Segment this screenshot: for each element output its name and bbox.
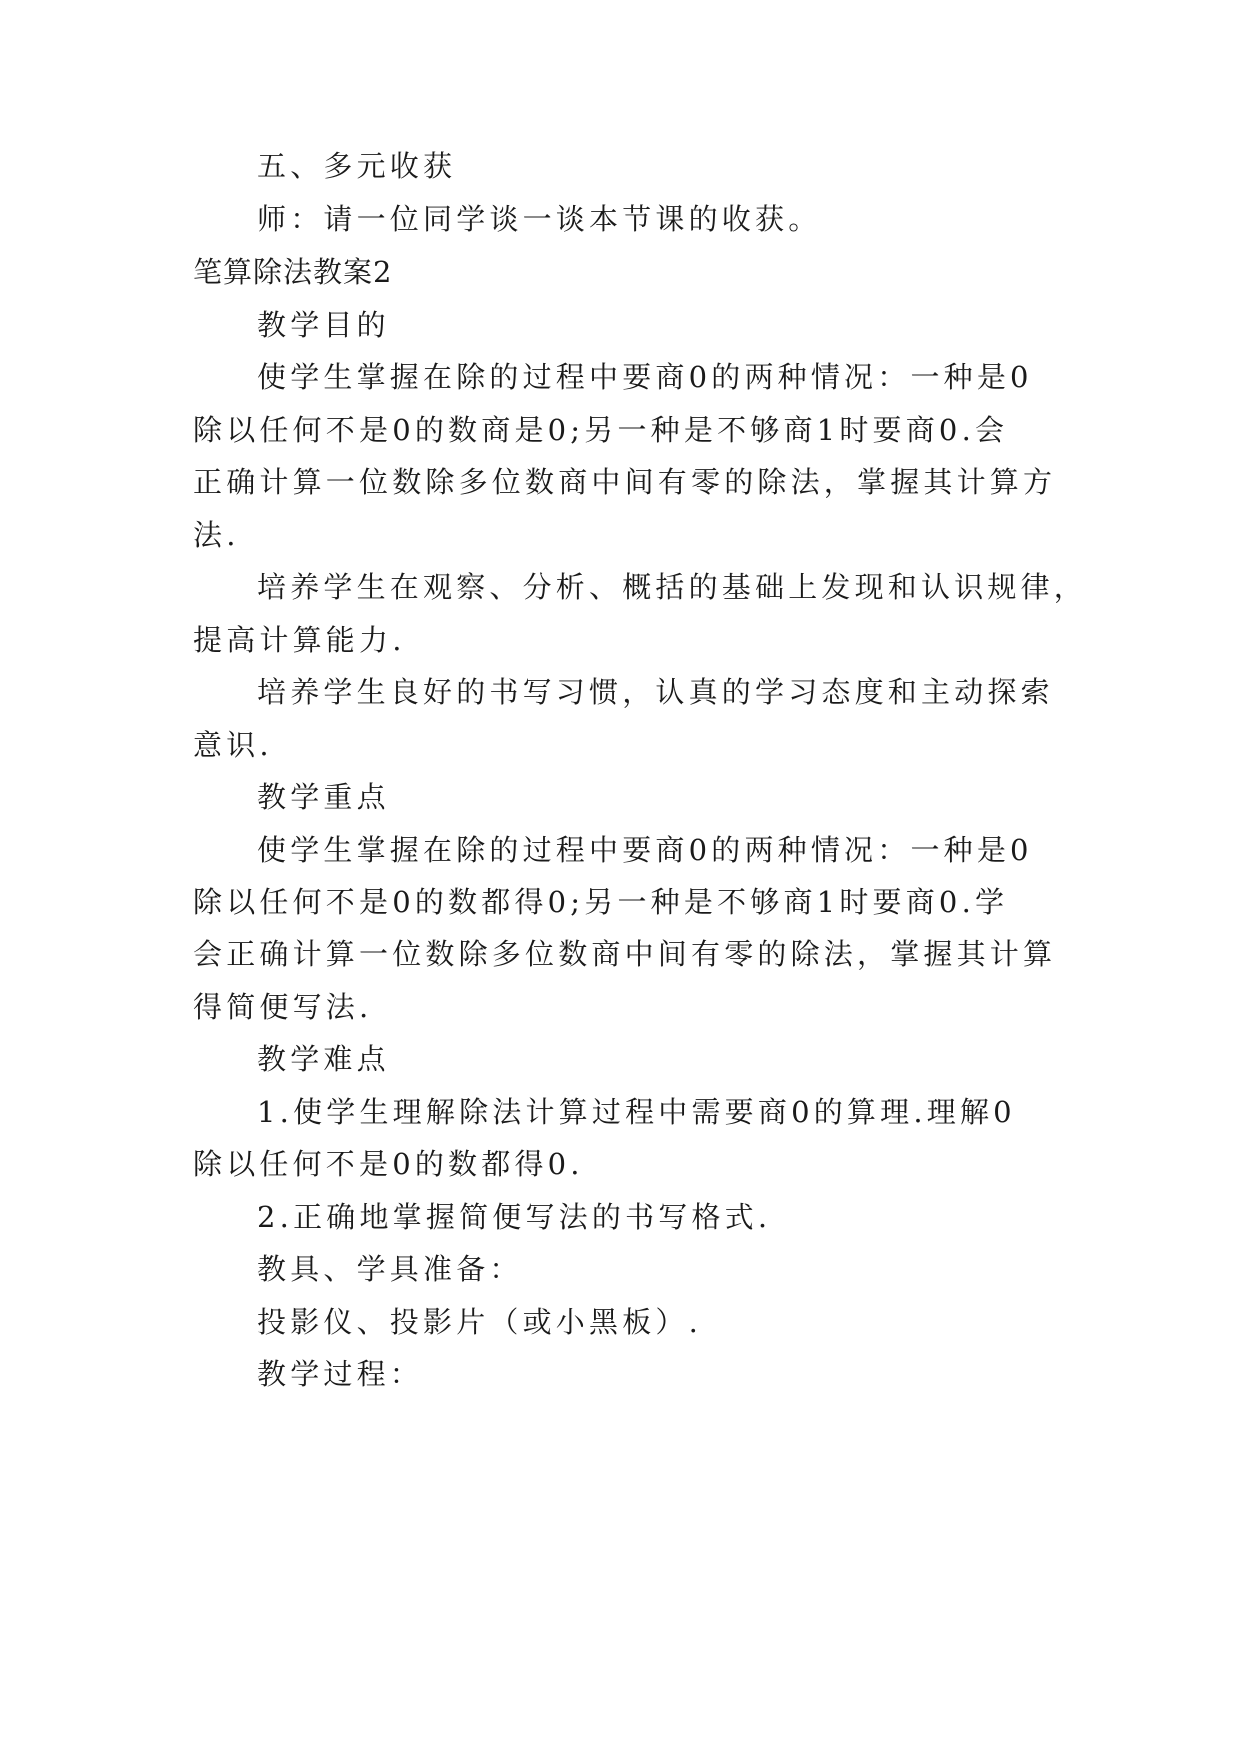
- paragraph-line: 意识.: [193, 728, 273, 762]
- section-heading: 教具、学具准备：: [257, 1252, 523, 1286]
- lesson-title: 笔算除法教案2: [193, 255, 393, 289]
- section-heading: 教学过程：: [257, 1357, 424, 1391]
- paragraph-line: 法.: [193, 518, 240, 552]
- paragraph-line: 正确计算一位数除多位数商中间有零的除法，掌握其计算方: [193, 465, 1057, 499]
- paragraph-line: 提高计算能力.: [193, 623, 406, 657]
- paragraph-line: 会正确计算一位数除多位数商中间有零的除法，掌握其计算: [193, 937, 1057, 971]
- section-heading: 教学重点: [257, 780, 390, 814]
- paragraph-line: 使学生掌握在除的过程中要商0的两种情况：一种是0: [257, 833, 1033, 867]
- paragraph-line: 得简便写法.: [193, 990, 373, 1024]
- paragraph-line: 除以任何不是0的数都得0;另一种是不够商1时要商0.学: [193, 885, 1009, 919]
- paragraph-line: 培养学生在观察、分析、概括的基础上发现和认识规律，: [257, 570, 1088, 604]
- section-heading: 五、多元收获: [257, 149, 457, 183]
- paragraph-line: 除以任何不是0的数商是0;另一种是不够商1时要商0.会: [193, 413, 1009, 447]
- section-heading: 教学目的: [257, 308, 390, 342]
- section-heading: 教学难点: [257, 1042, 390, 1076]
- paragraph-line: 师：请一位同学谈一谈本节课的收获。: [257, 202, 822, 236]
- paragraph-line: 培养学生良好的书写习惯，认真的学习态度和主动探索: [257, 675, 1054, 709]
- list-item: 1.使学生理解除法计算过程中需要商0的算理.理解0: [257, 1095, 1016, 1129]
- paragraph-line: 使学生掌握在除的过程中要商0的两种情况：一种是0: [257, 360, 1033, 394]
- paragraph-line: 投影仪、投影片（或小黑板）.: [257, 1305, 703, 1339]
- list-item-continuation: 除以任何不是0的数都得0.: [193, 1147, 584, 1181]
- list-item: 2.正确地掌握简便写法的书写格式.: [257, 1200, 772, 1234]
